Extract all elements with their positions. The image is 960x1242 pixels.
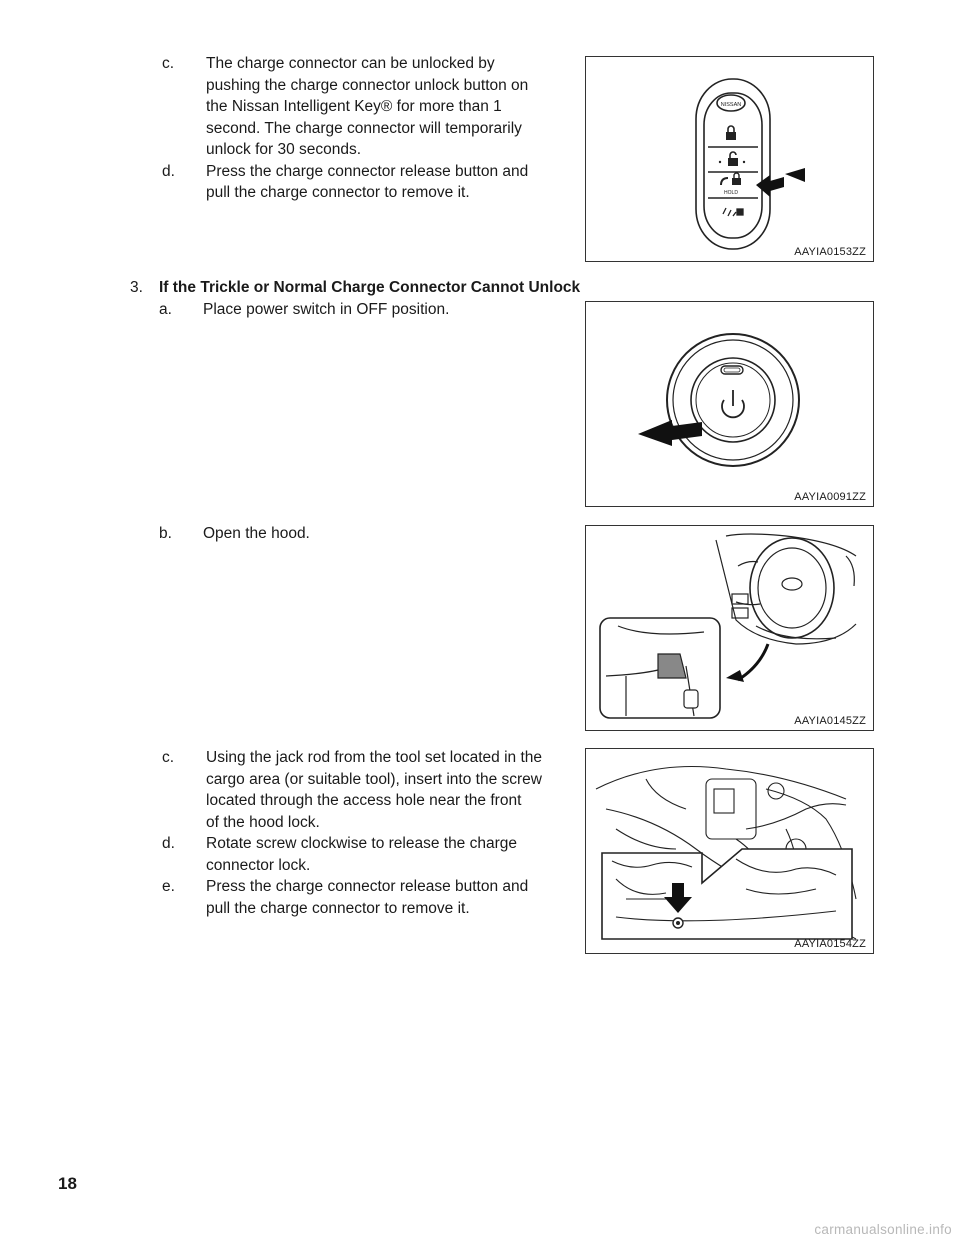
instruction-b	[159, 523, 582, 545]
text-line: unlock for 30 seconds.	[206, 141, 362, 158]
figure-key-fob	[585, 56, 874, 262]
figure-engine-bay	[585, 748, 874, 954]
text-line: pushing the charge connector unlock button on	[206, 76, 529, 94]
figure-code: AAYIA0154ZZ	[794, 938, 866, 950]
text-line: connector lock.	[206, 856, 311, 874]
text-line: Press the charge connector release button and	[206, 878, 529, 895]
figure-power-switch	[585, 301, 874, 507]
figure-hood-release	[585, 525, 874, 731]
figure-code: AAYIA0153ZZ	[794, 246, 866, 258]
figure-code: AAYIA0091ZZ	[794, 491, 866, 503]
page-number: 18	[58, 1174, 77, 1193]
arrow-icon	[638, 420, 702, 446]
list-item-a	[159, 299, 579, 321]
text-line: second. The charge connector will temporarily	[206, 119, 522, 137]
power-switch-illustration	[586, 302, 875, 508]
list-marker: a.	[159, 301, 172, 318]
trunk-icon	[723, 208, 743, 216]
hood-release-illustration	[586, 526, 875, 732]
list-item-d	[162, 833, 587, 876]
charge-unlock-icon	[721, 173, 741, 196]
list-item-b	[159, 523, 579, 545]
instructions-c-e	[162, 747, 587, 919]
list-marker: b.	[159, 525, 172, 542]
text-line: pull the charge connector to remove it.	[206, 184, 470, 201]
instructions-c-d	[162, 53, 582, 204]
hold-label: HOLD	[724, 190, 738, 196]
heading-text: If the Trickle or Normal Charge Connector Cannot Unlock	[159, 279, 581, 296]
pointer-arrow-icon	[756, 175, 784, 197]
list-marker: e.	[162, 878, 175, 895]
text-line: of the hood lock.	[206, 813, 320, 831]
list-marker: c.	[162, 749, 175, 766]
key-fob-illustration	[586, 57, 875, 263]
list-marker: d.	[162, 162, 175, 180]
heading-number: 3.	[130, 279, 143, 296]
list-marker: d.	[162, 835, 175, 852]
list-item-e	[162, 876, 587, 919]
text-line: Open the hood.	[203, 525, 310, 542]
list-item-c	[162, 747, 587, 833]
text-line: Using the jack rod from the tool set located in the	[206, 749, 543, 766]
watermark: carmanualsonline.info	[814, 1222, 952, 1237]
text-line: Press the charge connector release button and	[206, 162, 529, 180]
text-line: pull the charge connector to remove it.	[206, 899, 470, 917]
figure-code: AAYIA0145ZZ	[794, 715, 866, 727]
list-marker: c.	[162, 55, 175, 72]
text-line: The charge connector can be unlocked by	[206, 55, 495, 72]
instruction-a	[159, 299, 582, 321]
list-item-c	[162, 53, 582, 161]
list-item-d	[162, 161, 582, 204]
text-line: Rotate screw clockwise to release the charge	[206, 835, 518, 852]
text-line: located through the access hole near the front	[206, 792, 522, 809]
lock-icon	[726, 126, 736, 140]
text-line: cargo area (or suitable tool), insert into the screw	[206, 770, 542, 788]
curved-arrow-icon	[726, 670, 744, 682]
text-line: the Nissan Intelligent Key® for more than 1	[206, 98, 502, 115]
brand-logo-text: NISSAN	[720, 102, 742, 108]
unlock-icon	[719, 152, 745, 166]
arrow-icon	[785, 168, 805, 182]
text-line: Place power switch in OFF position.	[203, 301, 450, 318]
power-icon	[722, 390, 744, 417]
engine-bay-illustration	[586, 749, 875, 955]
